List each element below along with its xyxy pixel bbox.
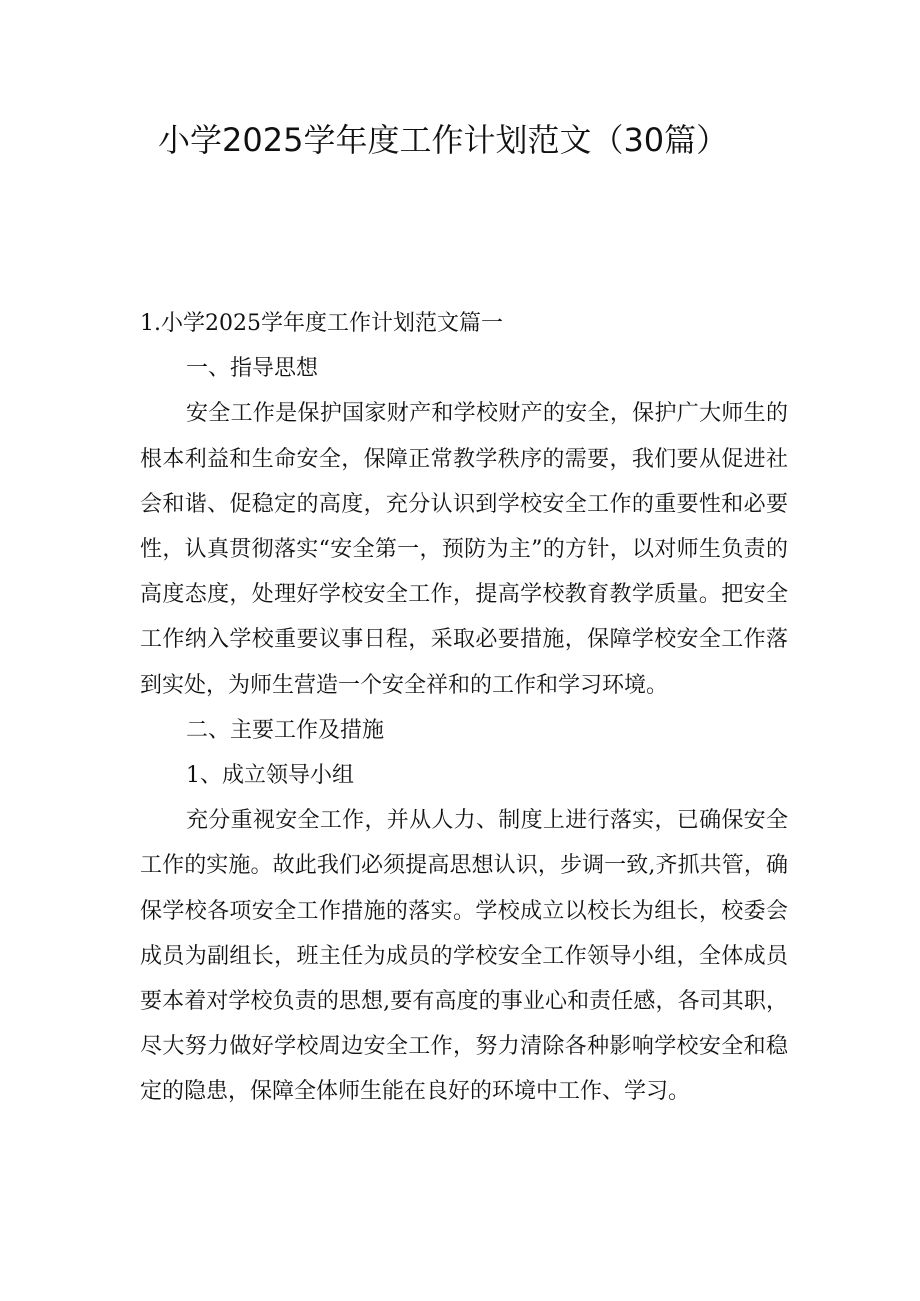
paragraph-leadership-group: 充分重视安全工作，并从人力、制度上进行落实，已确保安全工作的实施。故此我们必须提高思想认识，步调一致,齐抓共管，确保学校各项安全工作措施的落实。学校成立以校长为组长，校委会成员为副组长，班主任为成员的学校安全工作领导小组，全体成员要本着对学校负责的思想,要有高度的事业心和责任感，各司其职，尽大努力做好学校周边安全工作，努力清除各种影响学校安全和稳定的隐患，保障全体师生能在良好的环境中工作、学习。: [140, 808, 788, 1105]
document-body: [140, 301, 788, 1115]
paragraph-guiding-ideology: 安全工作是保护国家财产和学校财产的安全，保护广大师生的根本利益和生命安全，保障正常教学秩序的需要，我们要从促进社会和谐、促稳定的高度，充分认识到学校安全工作的重要性和必要性，认真贯彻落实“安全第一，预防为主”的方针，以对师生负责的高度态度，处理好学校安全工作，提高学校教育教学质量。把安全工作纳入学校重要议事日程，采取必要措施，保障学校安全工作落到实处，为师生营造一个安全祥和的工作和学习环境。: [140, 401, 788, 698]
heading-guiding-ideology: 一、指导思想: [186, 356, 319, 382]
section-heading: 1.小学2025学年度工作计划范文篇一: [140, 311, 503, 336]
subheading-leadership-group: 1、成立领导小组: [186, 763, 354, 789]
heading-main-work: 二、主要工作及措施: [186, 717, 385, 743]
document-title: 小学2025学年度工作计划范文（30篇）: [158, 121, 729, 159]
